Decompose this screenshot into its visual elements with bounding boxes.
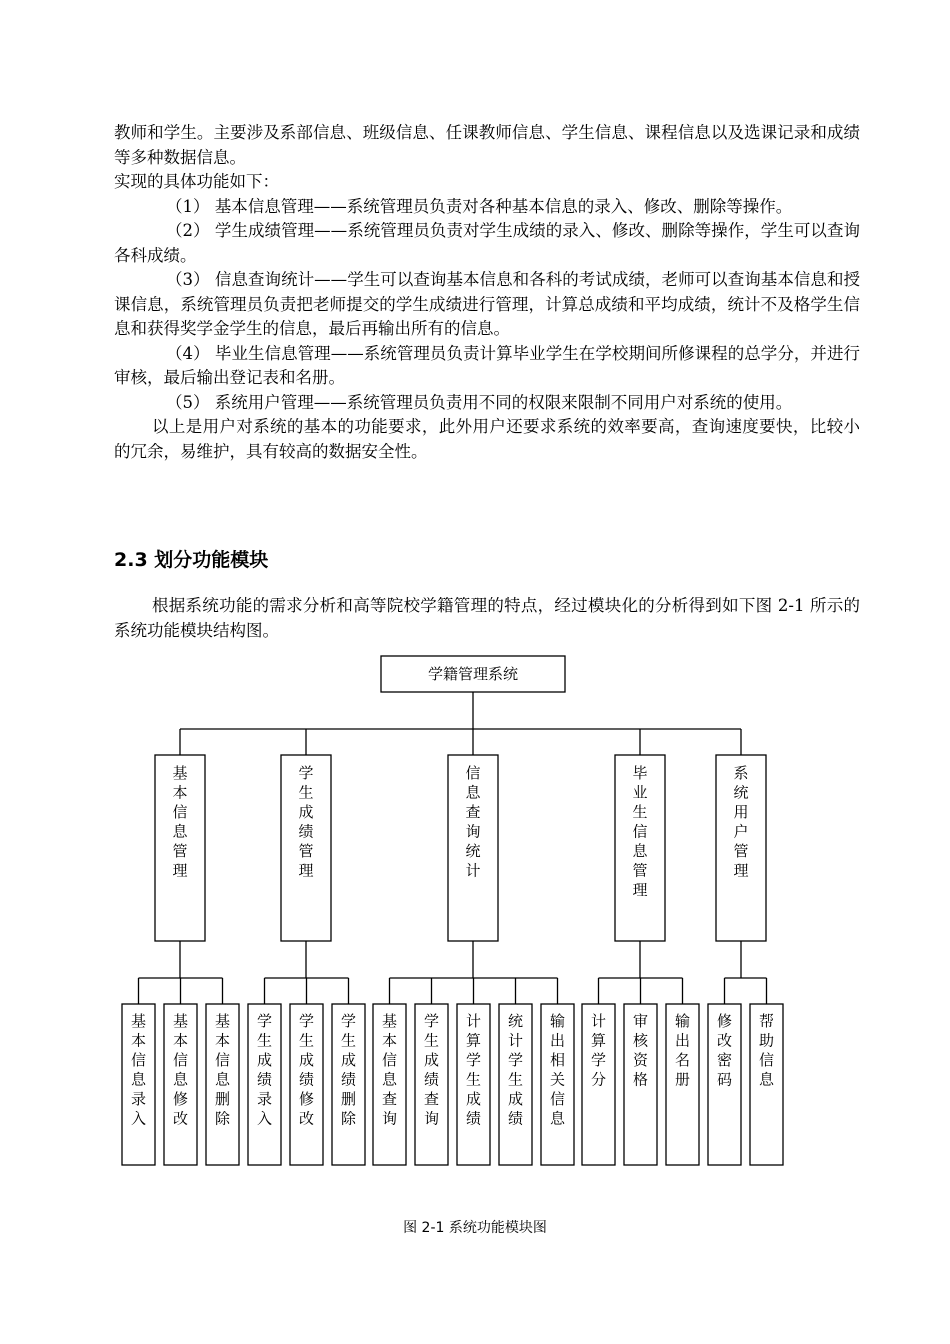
leaf-label: 帮助信息 — [758, 1012, 775, 1089]
leaf-label: 修改密码 — [716, 1012, 733, 1089]
summary-paragraph: 以上是用户对系统的基本的功能要求，此外用户还要求系统的效率要高，查询速度要快，比较小的冗余，易维护，具有较高的数据安全性。 — [114, 417, 860, 461]
leaf-label: 基本信息删除 — [214, 1012, 231, 1128]
section-paragraph: 根据系统功能的需求分析和高等院校学籍管理的特点，经过模块化的分析得到如下图 2-1 所示的系统功能模块结构图。 — [114, 596, 860, 640]
root-label: 学籍管理系统 — [427, 665, 519, 683]
leaf-label: 统计学生成绩 — [507, 1012, 524, 1128]
section-heading: 2.3 划分功能模块 — [114, 549, 269, 571]
leaf-label: 学生成绩查询 — [423, 1012, 440, 1128]
leaf-label: 计算学分 — [590, 1012, 607, 1089]
leaf-label: 基本信息查询 — [381, 1012, 398, 1128]
function-item-5: （5） 系统用户管理——系统管理员负责用不同的权限来限制不同用户对系统的使用。 — [166, 392, 793, 412]
leaf-label: 输出相关信息 — [549, 1012, 566, 1128]
leaf-label: 基本信息录入 — [130, 1012, 147, 1128]
leaf-label: 计算学生成绩 — [465, 1012, 482, 1128]
leaf-label: 审核资格 — [632, 1012, 649, 1089]
leaf-label: 学生成绩删除 — [340, 1012, 357, 1128]
figure-caption: 图 2-1 系统功能模块图 — [403, 1220, 547, 1236]
module-label: 基本信息管理 — [172, 764, 188, 880]
module-label: 系统用户管理 — [733, 764, 749, 880]
function-item-1: （1） 基本信息管理——系统管理员负责对各种基本信息的录入、修改、删除等操作。 — [166, 196, 793, 216]
leaf-label: 学生成绩修改 — [298, 1012, 315, 1128]
module-label: 毕业生信息管理 — [632, 764, 648, 899]
module-label: 学生成绩管理 — [298, 764, 314, 880]
function-item-4: （4） 毕业生信息管理——系统管理员负责计算毕业学生在学校期间所修课程的总学分，并进行审核，最后输出登记表和名册。 — [114, 343, 860, 387]
leaf-label: 基本信息修改 — [172, 1012, 189, 1128]
intro-paragraph: 教师和学生。主要涉及系部信息、班级信息、任课教师信息、学生信息、课程信息以及选课记录和成绩等多种数据信息。 — [114, 123, 860, 167]
module-label: 信息查询统计 — [465, 764, 481, 880]
leaf-label: 学生成绩录入 — [256, 1012, 273, 1128]
leaf-label: 输出名册 — [674, 1012, 691, 1089]
function-item-3: （3） 信息查询统计——学生可以查询基本信息和各科的考试成绩，老师可以查询基本信息和授课信息，系统管理员负责把老师提交的学生成绩进行管理，计算总成绩和平均成绩，统计不及格学生信息和获得奖学金学生的信息，最后再输出所有的信息。 — [114, 270, 860, 338]
function-item-2: （2） 学生成绩管理——系统管理员负责对学生成绩的录入、修改、删除等操作，学生可以查询各科成绩。 — [114, 221, 860, 265]
intro-lead: 实现的具体功能如下： — [114, 172, 279, 191]
